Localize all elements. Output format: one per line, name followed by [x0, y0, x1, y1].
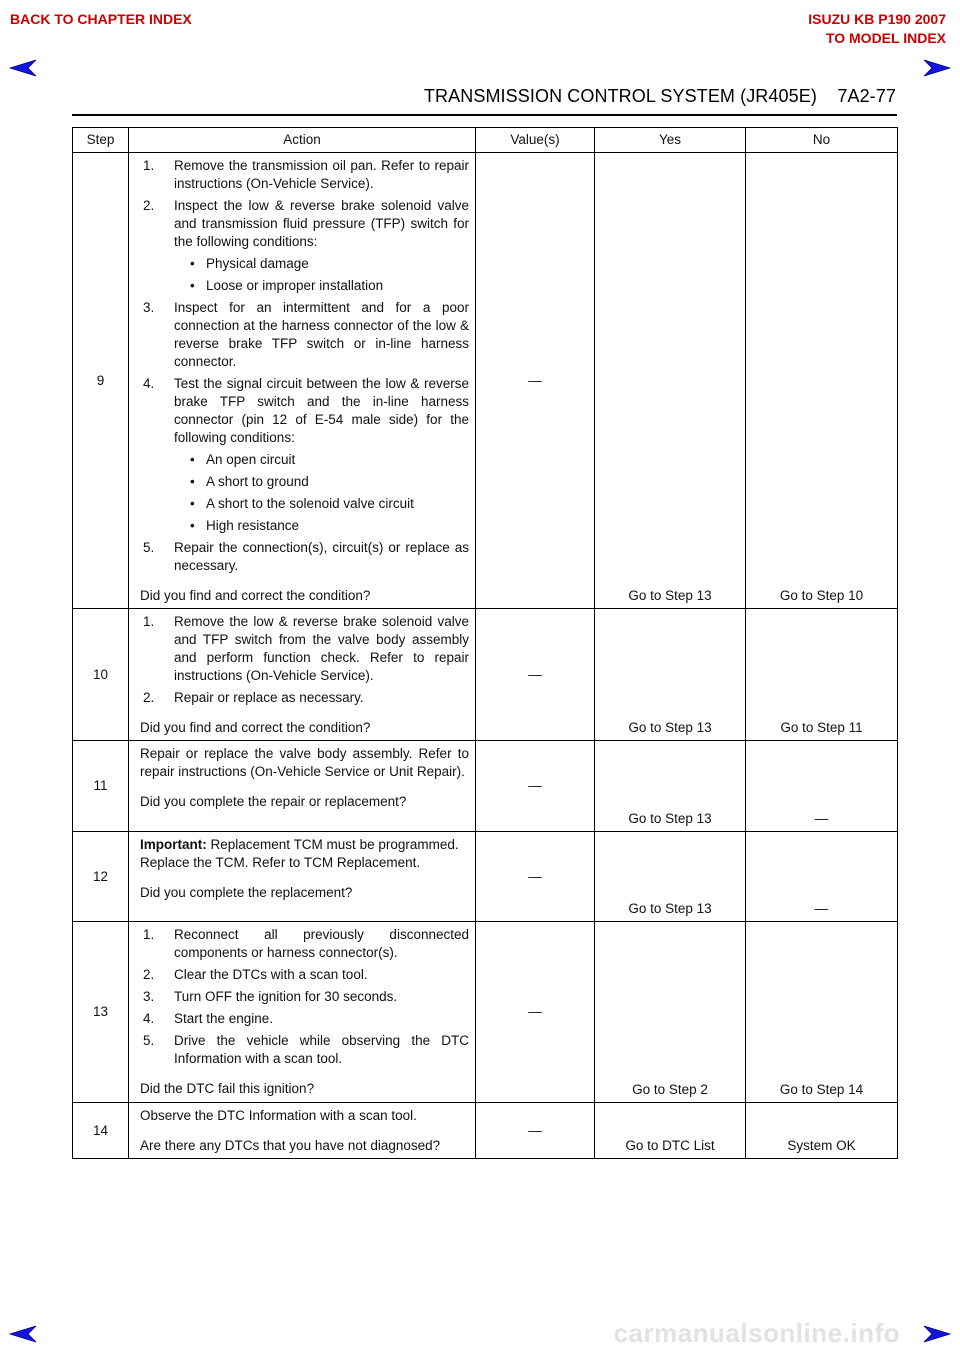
action-item: 1. Remove the low & reverse brake solenoid valve and TFP switch from the valve body assembly and perform function check. Refer to repair instructions (On-Vehicle Service). — [143, 614, 469, 683]
action-item: 2. Inspect the low & reverse brake solenoid valve and transmission fluid pressure (TFP) switch for the following conditions: • Physical damage • Loose or improper installation — [140, 197, 469, 295]
action-item: 1. Remove the transmission oil pan. Refer to repair instructions (On-Vehicle Service). — [143, 158, 469, 191]
important-label: Important: — [140, 837, 207, 852]
action-question: Did you find and correct the condition? — [140, 720, 371, 735]
value-cell: — — [476, 1103, 595, 1159]
action-item: 4. Test the signal circuit between the low & reverse brake TFP switch and the in-line harness connector (pin 12 of E-54 male side) for the following conditions: • An open circuit • A short to ground • A short to the solenoid valve circuit • High resistance — [140, 375, 469, 535]
condition-bullet: • Physical damage — [174, 255, 469, 273]
no-cell: — — [746, 832, 898, 922]
action-text: Repair or replace the valve body assembly. Refer to repair instructions (On-Vehicle Service or Unit Repair). — [140, 746, 469, 779]
action-cell — [129, 1103, 476, 1159]
yes-cell: Go to Step 13 — [595, 609, 746, 741]
yes-cell: Go to DTC List — [595, 1103, 746, 1159]
action-item: 2. Clear the DTCs with a scan tool. — [143, 967, 368, 982]
model-title[interactable]: ISUZU KB P190 2007 — [808, 11, 946, 27]
action-question: Did you complete the replacement? — [140, 885, 353, 900]
step-number: 9 — [73, 153, 129, 609]
table-row-step-10 — [73, 609, 898, 741]
action-question: Did you complete the repair or replacement? — [140, 794, 407, 809]
action-cell — [129, 832, 476, 922]
yes-cell: Go to Step 13 — [595, 741, 746, 832]
table-row-step-14 — [73, 1103, 898, 1159]
action-item: 3. Turn OFF the ignition for 30 seconds. — [143, 989, 398, 1004]
action-cell — [129, 153, 476, 609]
condition-bullet: • A short to ground — [174, 473, 469, 491]
column-header-action: Action — [129, 128, 476, 153]
no-cell: Go to Step 11 — [746, 609, 898, 741]
value-cell: — — [476, 922, 595, 1103]
to-model-index-link[interactable]: TO MODEL INDEX — [825, 30, 946, 46]
action-item: 4. Start the engine. — [143, 1011, 274, 1026]
action-item: 5. Repair the connection(s), circuit(s) or replace as necessary. — [143, 540, 469, 573]
table-row-step-9 — [73, 153, 898, 609]
yes-cell: Go to Step 2 — [595, 922, 746, 1103]
value-cell: — — [476, 741, 595, 832]
action-question: Did you find and correct the condition? — [140, 588, 371, 603]
column-header-step: Step — [73, 128, 129, 153]
page-header-title: TRANSMISSION CONTROL SYSTEM (JR405E) 7A2-77 — [423, 86, 896, 106]
action-cell — [129, 922, 476, 1103]
action-item: 2. Repair or replace as necessary. — [143, 690, 364, 705]
table-header-row — [73, 128, 898, 153]
no-cell: System OK — [746, 1103, 898, 1159]
no-cell: Go to Step 14 — [746, 922, 898, 1103]
column-header-yes: Yes — [595, 128, 746, 153]
watermark-text: carmanualsonline.info — [613, 1318, 900, 1348]
table-row-step-13 — [73, 922, 898, 1103]
diagnostic-table — [72, 127, 898, 1159]
next-page-arrow-bottom-icon[interactable] — [922, 1324, 952, 1344]
value-cell: — — [476, 832, 595, 922]
previous-page-arrow-bottom-icon[interactable] — [8, 1324, 38, 1344]
value-cell: — — [476, 153, 595, 609]
action-cell — [129, 741, 476, 832]
no-cell: — — [746, 741, 898, 832]
condition-bullet: • High resistance — [174, 517, 469, 535]
table-row-step-11 — [73, 741, 898, 832]
action-item: 5. Drive the vehicle while observing the DTC Information with a scan tool. — [143, 1033, 469, 1066]
yes-cell: Go to Step 13 — [595, 832, 746, 922]
step-number: 12 — [73, 832, 129, 922]
column-header-no: No — [746, 128, 898, 153]
step-number: 13 — [73, 922, 129, 1103]
column-header-values: Value(s) — [476, 128, 595, 153]
action-text: Replace the TCM. Refer to TCM Replacement. — [140, 855, 421, 870]
action-question: Did the DTC fail this ignition? — [140, 1081, 315, 1096]
action-item: 1. Reconnect all previously disconnected components or harness connector(s). — [143, 927, 469, 960]
header-rule — [72, 114, 897, 116]
action-text: Observe the DTC Information with a scan tool. — [140, 1108, 417, 1123]
action-item: 3. Inspect for an intermittent and for a poor connection at the harness connector of the low & reverse brake TFP switch or in-line harness connector. — [143, 300, 469, 369]
step-number: 11 — [73, 741, 129, 832]
value-cell: — — [476, 609, 595, 741]
action-question: Are there any DTCs that you have not diagnosed? — [140, 1138, 441, 1153]
back-to-chapter-index-link[interactable]: BACK TO CHAPTER INDEX — [10, 11, 192, 27]
step-number: 10 — [73, 609, 129, 741]
yes-cell: Go to Step 13 — [595, 153, 746, 609]
important-note: Important: Replacement TCM must be programmed. — [140, 837, 459, 852]
step-number: 14 — [73, 1103, 129, 1159]
condition-bullet: • An open circuit — [174, 451, 469, 469]
previous-page-arrow-icon[interactable] — [8, 58, 38, 78]
action-cell — [129, 609, 476, 741]
condition-bullet: • Loose or improper installation — [174, 277, 469, 295]
next-page-arrow-icon[interactable] — [922, 58, 952, 78]
no-cell: Go to Step 10 — [746, 153, 898, 609]
table-row-step-12 — [73, 832, 898, 922]
condition-bullet: • A short to the solenoid valve circuit — [174, 495, 469, 513]
